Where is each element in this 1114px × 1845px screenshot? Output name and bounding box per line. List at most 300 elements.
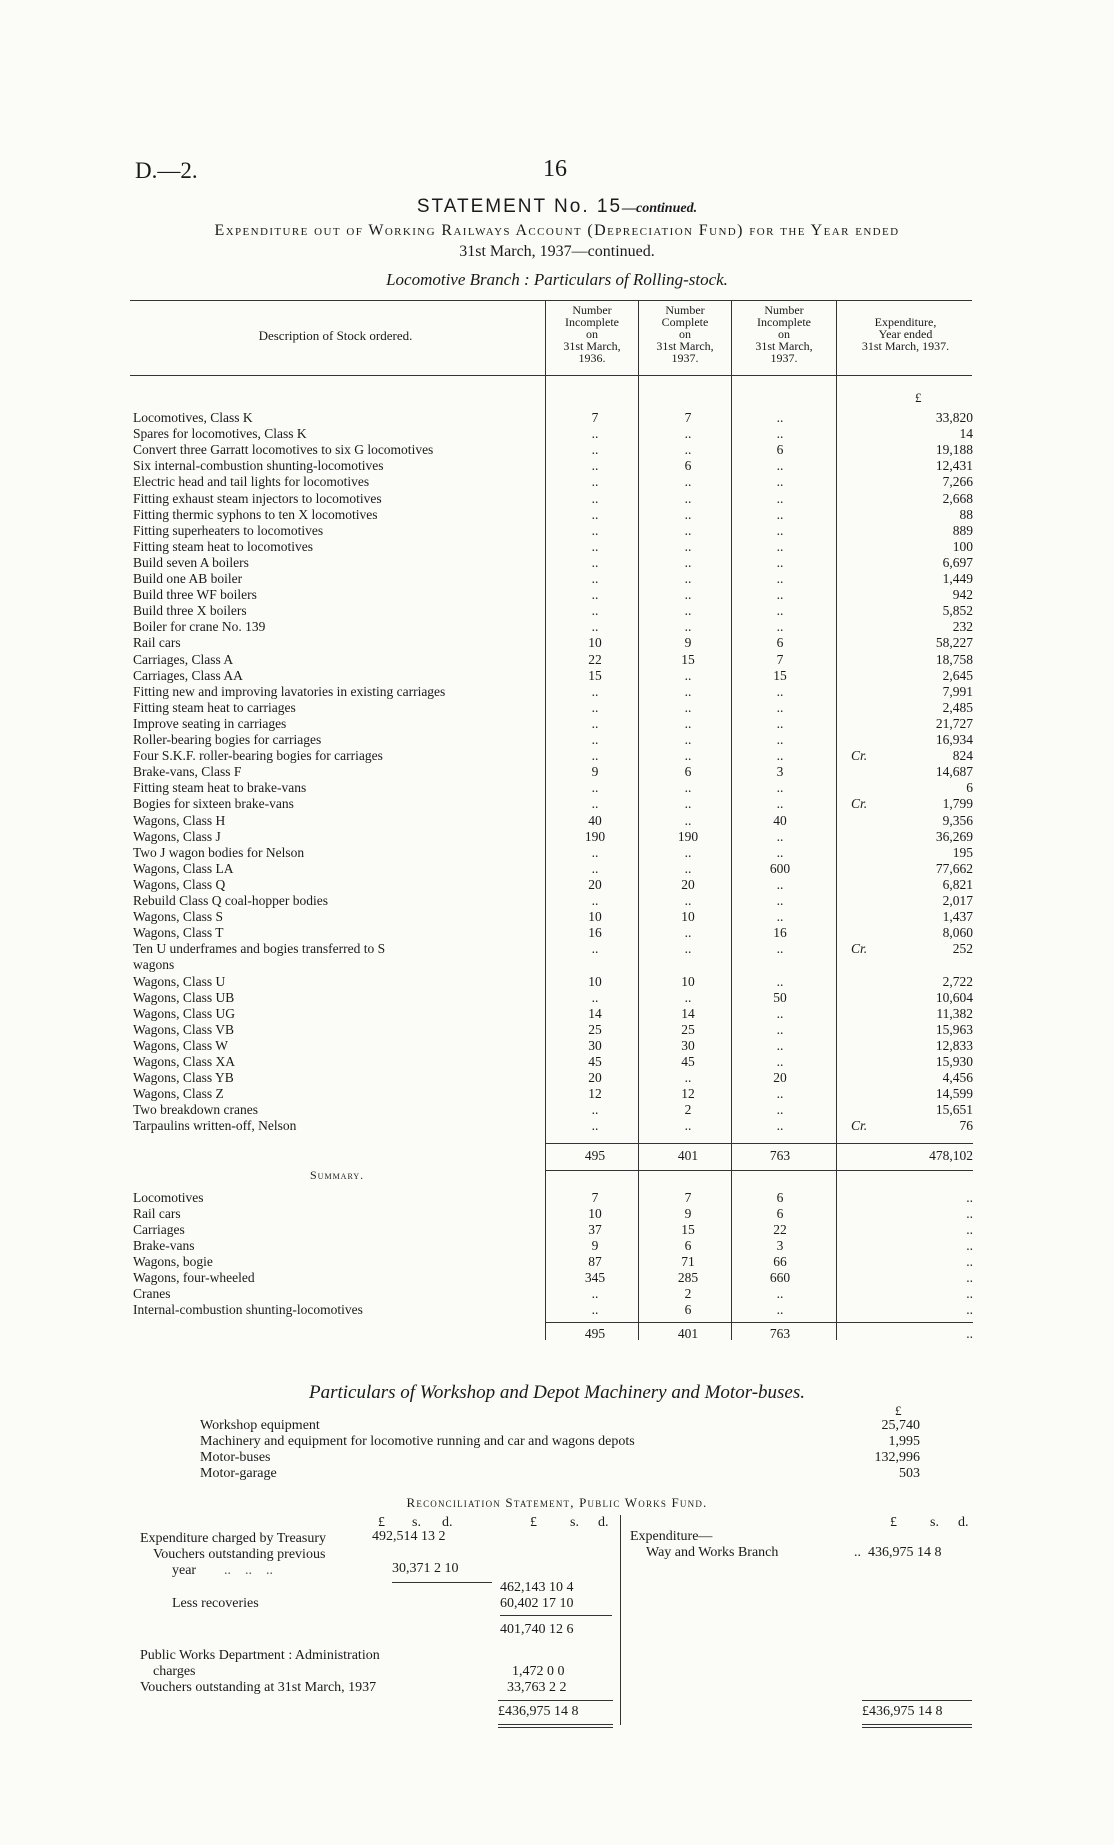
vouchers-1937-amount: 33,763 2 2 <box>507 1680 567 1695</box>
stock-row <box>133 410 973 426</box>
column-header-complete-1937: Number Complete on 31st March, 1937. <box>656 303 714 365</box>
cell-c2: 6 <box>684 458 692 474</box>
cell-c1: .. <box>591 490 599 506</box>
cell-d: Wagons, Class H <box>133 812 226 828</box>
vouchers-previous-amount: 30,371 2 10 <box>392 1561 459 1576</box>
stock-row <box>133 941 973 957</box>
credit-marker: Cr. <box>851 796 868 812</box>
cell-c1: .. <box>591 554 599 570</box>
stock-row <box>133 1054 973 1070</box>
cell-c2: .. <box>684 925 692 941</box>
cell-e: 4,456 <box>942 1070 973 1086</box>
cell-d: Build three WF boilers <box>133 587 257 603</box>
vouchers-previous-label: Vouchers outstanding previous <box>153 1547 326 1562</box>
cell-c2: .. <box>684 522 692 538</box>
cell-c1: .. <box>591 458 599 474</box>
cell-e: 12,833 <box>935 1037 973 1053</box>
rule-1 <box>392 1582 492 1583</box>
cell-c1: .. <box>591 442 599 458</box>
cell-c2: .. <box>684 683 692 699</box>
pwd-amount: 1,472 0 0 <box>512 1664 565 1679</box>
cell-c1: .. <box>591 1286 599 1301</box>
cell-c3: .. <box>776 1118 784 1134</box>
cell-e: 1,799 <box>942 796 973 812</box>
cell-c2: 6 <box>684 764 692 780</box>
cell-c2: .. <box>684 1118 692 1134</box>
cell-c2: 6 <box>684 1238 692 1253</box>
rule-2 <box>500 1615 612 1616</box>
cell-d: Ten U underframes and bogies transferred to S <box>133 941 386 957</box>
cell-c3: 6 <box>776 1206 784 1221</box>
cell-e: 14 <box>959 426 973 442</box>
cell-e: 6 <box>966 780 973 796</box>
cell-e: 824 <box>952 748 973 764</box>
recon-left-shillings: s. <box>412 1515 421 1530</box>
cell-c3: 40 <box>773 812 787 828</box>
subtotal-1: 462,143 10 4 <box>500 1580 574 1595</box>
summary-row <box>133 1206 973 1222</box>
less-recoveries-amount: 60,402 17 10 <box>500 1596 574 1611</box>
cell-e: 58,227 <box>935 635 973 651</box>
cell-e: 1,437 <box>942 909 973 925</box>
cell-c1: .. <box>591 989 599 1005</box>
recon-right-shillings: s. <box>930 1515 939 1530</box>
workshop-value: 503 <box>899 1466 920 1481</box>
cell-d: Roller-bearing bogies for carriages <box>133 732 322 747</box>
stock-row <box>133 813 973 829</box>
rule-3 <box>498 1700 613 1701</box>
cell-e: 2,485 <box>942 699 973 715</box>
cell-d: Wagons, four-wheeled <box>133 1270 255 1285</box>
cell-c2: 7 <box>684 1190 692 1205</box>
recon-left-pound: £ <box>378 1515 385 1530</box>
treasury-label: Expenditure charged by Treasury <box>140 1531 326 1546</box>
cell-c1: 37 <box>588 1222 602 1237</box>
stock-row <box>133 523 973 539</box>
cell-d: Fitting thermic syphons to ten X locomotives <box>133 506 378 522</box>
cell-e: 12,431 <box>935 458 973 474</box>
cell-d: Wagons, Class Z <box>133 1086 224 1102</box>
cell-c3: .. <box>776 506 784 522</box>
cell-c3: .. <box>776 1005 784 1021</box>
cell-c3: 50 <box>773 989 787 1005</box>
cell-c2: .. <box>684 715 692 731</box>
cell-c3: .. <box>776 973 784 989</box>
summary-row <box>133 1270 973 1286</box>
cell-e: 7,991 <box>942 683 973 699</box>
cell-c3: .. <box>776 683 784 699</box>
stock-row <box>133 1038 973 1054</box>
column-header-expenditure: Expenditure, Year ended 31st March, 1937. <box>861 315 950 353</box>
table-subtitle: Locomotive Branch : Particulars of Rolling-stock. <box>386 270 728 289</box>
cell-d: Improve seating in carriages <box>133 715 287 731</box>
cell-d: Spares for locomotives, Class K <box>133 426 307 442</box>
cell-e: 77,662 <box>935 860 973 876</box>
cell-d: Carriages, Class A <box>133 651 234 667</box>
cell-d: Locomotives <box>133 1190 204 1205</box>
stock-row <box>133 990 973 1006</box>
cell-d: Brake-vans <box>133 1238 195 1253</box>
cell-c2: .. <box>684 732 692 747</box>
cell-c1: .. <box>591 860 599 876</box>
cell-d: Wagons, Class UG <box>133 1005 236 1021</box>
cell-e: 2,668 <box>942 490 973 506</box>
cell-c1: 9 <box>591 764 599 780</box>
cell-e: 16,934 <box>935 732 973 747</box>
cell-c2: .. <box>684 506 692 522</box>
cell-c1: 9 <box>591 1238 599 1253</box>
summary-row <box>133 1302 973 1318</box>
cell-c3: .. <box>776 410 784 425</box>
workshop-item: Machinery and equipment for locomotive running and car and wagons depots <box>200 1434 635 1449</box>
statement-label: STATEMENT No. 15—continued. <box>416 196 698 217</box>
cell-c2: .. <box>684 780 692 796</box>
reconciliation-title: Reconciliation Statement, Public Works Fund. <box>406 1495 708 1510</box>
cell-c2: 15 <box>681 1222 695 1237</box>
total-left: £436,975 14 8 <box>498 1704 579 1719</box>
cell-c3: .. <box>776 796 784 812</box>
cell-c1: .. <box>591 780 599 796</box>
workshop-item: Motor-garage <box>200 1466 277 1481</box>
cell-d: Wagons, bogie <box>133 1254 213 1269</box>
dots-1: .. .. .. <box>224 1563 273 1578</box>
cell-c1: 87 <box>588 1254 602 1269</box>
cell-e: 33,820 <box>935 410 973 425</box>
cell-c2: 9 <box>684 635 692 651</box>
cell-c3: .. <box>776 748 784 764</box>
cell-d: Carriages <box>133 1222 185 1237</box>
cell-c1: 345 <box>584 1270 606 1285</box>
stock-row <box>133 796 973 812</box>
cell-e: 2,017 <box>942 893 973 908</box>
cell-c2: .. <box>684 571 692 586</box>
stock-row <box>133 845 973 861</box>
subtotal-2: 401,740 12 6 <box>500 1622 574 1637</box>
less-recoveries-label: Less recoveries <box>172 1596 259 1611</box>
cell-d: Locomotives, Class K <box>133 410 253 425</box>
cell-c1: .. <box>591 619 599 635</box>
cell-c3: .. <box>776 554 784 570</box>
cell-c3: .. <box>776 1102 784 1118</box>
cell-c2: .. <box>684 893 692 908</box>
cell-c2: .. <box>684 442 692 458</box>
cell-d: Cranes <box>133 1286 171 1301</box>
cell-e: .. <box>966 1302 973 1317</box>
cell-e: 889 <box>952 522 973 538</box>
cell-e: 36,269 <box>935 828 973 844</box>
cell-c3: .. <box>776 699 784 715</box>
rule-5 <box>498 1727 613 1728</box>
stock-row <box>133 619 973 635</box>
rule-6 <box>862 1700 972 1701</box>
cell-c1: .. <box>591 506 599 522</box>
cell-c2: 14 <box>681 1005 695 1021</box>
reconciliation-divider <box>620 1515 621 1725</box>
cell-c1: 10 <box>588 1206 602 1221</box>
cell-c3: 6 <box>776 442 784 458</box>
summary-row <box>133 1238 973 1254</box>
cell-d: Carriages, Class AA <box>133 667 243 683</box>
cell-c2: .. <box>684 587 692 603</box>
cell-d: Wagons, Class YB <box>133 1070 234 1086</box>
cell-c3: .. <box>776 619 784 635</box>
cell-d: Tarpaulins written-off, Nelson <box>133 1118 297 1134</box>
cell-c3: .. <box>776 474 784 490</box>
cell-c1: .. <box>591 1302 599 1317</box>
cell-c2: .. <box>684 812 692 828</box>
cell-d: Wagons, Class UB <box>133 989 235 1005</box>
stock-row <box>133 587 973 603</box>
cell-c1: 25 <box>588 1021 602 1037</box>
document-code: D.—2. <box>135 158 198 183</box>
stock-row <box>133 1006 973 1022</box>
cell-c2: 2 <box>684 1102 692 1118</box>
stock-row <box>133 507 973 523</box>
cell-e: 1,449 <box>942 571 973 586</box>
stock-row <box>133 668 973 684</box>
vouchers-previous-year: year <box>172 1563 197 1578</box>
rule-8 <box>862 1727 972 1728</box>
stock-row <box>133 925 973 941</box>
stock-row <box>133 539 973 555</box>
cell-e: .. <box>966 1206 973 1221</box>
cell-e: 19,188 <box>935 442 973 458</box>
cell-c1: .. <box>591 538 599 554</box>
cell-c2: .. <box>684 748 692 764</box>
cell-e: 8,060 <box>942 925 973 941</box>
expenditure-heading: Expenditure— <box>630 1529 713 1544</box>
stock-row <box>133 716 973 732</box>
cell-c2: 285 <box>677 1270 699 1285</box>
cell-c1: 30 <box>588 1037 602 1053</box>
cell-c1: .. <box>591 796 599 812</box>
summary-row <box>133 1254 973 1270</box>
way-works-amount: .. 436,975 14 8 <box>854 1545 942 1560</box>
stock-row <box>133 829 973 845</box>
cell-d: Rail cars <box>133 635 181 651</box>
workshop-currency: £ <box>895 1403 902 1418</box>
cell-c3: .. <box>776 571 784 586</box>
cell-c2: 15 <box>681 651 695 667</box>
cell-c2: .. <box>684 619 692 635</box>
totals-bottom-rule <box>546 1170 973 1171</box>
cell-e: .. <box>966 1270 973 1285</box>
stock-row <box>133 957 973 973</box>
stock-row <box>133 491 973 507</box>
cell-e: 252 <box>952 941 973 957</box>
stock-row <box>133 1070 973 1086</box>
credit-marker: Cr. <box>851 748 868 764</box>
pwd-charges-label: charges <box>153 1664 196 1679</box>
cell-c2: 10 <box>681 909 695 925</box>
cell-c1: 10 <box>588 635 602 651</box>
cell-d: Wagons, Class Q <box>133 876 226 892</box>
stock-row <box>133 603 973 619</box>
cell-c3: 3 <box>776 764 784 780</box>
cell-c2: .. <box>684 796 692 812</box>
cell-c3: 20 <box>773 1070 787 1086</box>
totals-row: 495 401 763 478,102 <box>584 1148 973 1163</box>
cell-c1: .. <box>591 426 599 442</box>
cell-d: wagons <box>133 957 175 973</box>
stock-row <box>133 893 973 909</box>
cell-c1: .. <box>591 893 599 908</box>
cell-c1: .. <box>591 587 599 603</box>
cell-c2: .. <box>684 603 692 619</box>
cell-c1: 16 <box>588 925 602 941</box>
cell-c3: .. <box>776 522 784 538</box>
table-header-rule <box>130 375 972 376</box>
cell-c3: .. <box>776 715 784 731</box>
cell-c1: .. <box>591 683 599 699</box>
cell-c1: 15 <box>588 667 602 683</box>
cell-c3: .. <box>776 876 784 892</box>
cell-e: 10,604 <box>935 989 973 1005</box>
cell-c2: 25 <box>681 1021 695 1037</box>
cell-c3: .. <box>776 603 784 619</box>
stock-row <box>133 877 973 893</box>
cell-c1: .. <box>591 474 599 490</box>
recon-mid-pound: £ <box>530 1515 537 1530</box>
cell-c2: 10 <box>681 973 695 989</box>
stock-row <box>133 1118 973 1134</box>
cell-d: Wagons, Class T <box>133 925 224 941</box>
summary-row <box>133 1222 973 1238</box>
cell-c3: .. <box>776 1021 784 1037</box>
totals-top-rule <box>546 1143 973 1144</box>
cell-c3: .. <box>776 1037 784 1053</box>
cell-e: 2,645 <box>942 667 973 683</box>
cell-c2: 30 <box>681 1037 695 1053</box>
cell-c1: 20 <box>588 1070 602 1086</box>
cell-c3: .. <box>776 538 784 554</box>
cell-c3: .. <box>776 780 784 796</box>
statement-title-line1: Expenditure out of Working Railways Account (Depreciation Fund) for the Year ended <box>214 222 900 239</box>
cell-c3: 6 <box>776 635 784 651</box>
cell-d: Wagons, Class U <box>133 973 226 989</box>
stock-row <box>133 748 973 764</box>
cell-c2: 190 <box>677 828 699 844</box>
summary-totals-row: 495 401 763 .. <box>584 1326 973 1341</box>
cell-c1: .. <box>591 603 599 619</box>
stock-row <box>133 442 973 458</box>
stock-row <box>133 1086 973 1102</box>
workshop-value: 25,740 <box>881 1418 920 1433</box>
cell-c1: .. <box>591 1102 599 1118</box>
cell-d: Fitting steam heat to brake-vans <box>133 780 307 796</box>
cell-e: 15,651 <box>935 1102 973 1118</box>
cell-c1: .. <box>591 732 599 747</box>
cell-d: Six internal-combustion shunting-locomotives <box>133 458 384 474</box>
cell-c3: 660 <box>769 1270 791 1285</box>
cell-c3: 3 <box>776 1238 784 1253</box>
table-top-rule <box>130 300 972 301</box>
stock-row <box>133 555 973 571</box>
cell-c2: .. <box>684 667 692 683</box>
cell-e: .. <box>966 1222 973 1237</box>
stock-row <box>133 974 973 990</box>
workshop-row <box>200 1418 920 1434</box>
cell-d: Boiler for crane No. 139 <box>133 619 266 635</box>
cell-d: Fitting superheaters to locomotives <box>133 522 324 538</box>
cell-e: 6,697 <box>942 554 973 570</box>
cell-c2: 9 <box>684 1206 692 1221</box>
recon-mid-shillings: s. <box>570 1515 579 1530</box>
stock-row <box>133 1102 973 1118</box>
stock-row <box>133 571 973 587</box>
cell-c3: .. <box>776 732 784 747</box>
cell-d: Bogies for sixteen brake-vans <box>133 796 294 812</box>
cell-c2: .. <box>684 941 692 957</box>
cell-d: Internal-combustion shunting-locomotives <box>133 1302 363 1317</box>
workshop-row <box>200 1450 920 1466</box>
cell-c1: 22 <box>588 651 602 667</box>
total-right: £436,975 14 8 <box>862 1704 943 1719</box>
cell-c3: .. <box>776 1054 784 1069</box>
stock-row <box>133 474 973 490</box>
cell-d: Two breakdown cranes <box>133 1102 259 1118</box>
cell-c3: 7 <box>776 651 784 667</box>
recon-right-pence: d. <box>958 1515 969 1530</box>
cell-c3: 600 <box>769 860 791 876</box>
cell-d: Fitting steam heat to locomotives <box>133 538 313 554</box>
cell-c2: .. <box>684 1070 692 1086</box>
cell-d: Convert three Garratt locomotives to six G locomotives <box>133 442 434 458</box>
cell-c3: 22 <box>773 1222 787 1237</box>
recon-right-pound: £ <box>890 1515 897 1530</box>
cell-c1: .. <box>591 844 599 860</box>
way-works-label: Way and Works Branch <box>646 1545 779 1560</box>
credit-marker: Cr. <box>851 941 868 957</box>
cell-d: Wagons, Class W <box>133 1037 229 1053</box>
page-number: 16 <box>543 156 567 182</box>
cell-c1: .. <box>591 748 599 764</box>
cell-e: .. <box>966 1254 973 1269</box>
cell-c2: .. <box>684 474 692 490</box>
recon-left-pence: d. <box>442 1515 453 1530</box>
cell-e: 9,356 <box>942 812 973 828</box>
cell-c2: 7 <box>684 410 692 425</box>
cell-e: 15,963 <box>935 1021 973 1037</box>
cell-c3: 16 <box>773 925 787 941</box>
summary-row <box>133 1190 973 1206</box>
cell-c3: .. <box>776 828 784 844</box>
summary-row <box>133 1286 973 1302</box>
cell-d: Fitting steam heat to carriages <box>133 699 296 715</box>
cell-d: Fitting exhaust steam injectors to locomotives <box>133 490 382 506</box>
cell-e: 15,930 <box>935 1054 973 1069</box>
cell-e: 195 <box>952 844 973 860</box>
cell-d: Wagons, Class S <box>133 909 224 925</box>
stock-row <box>133 780 973 796</box>
cell-c3: .. <box>776 844 784 860</box>
cell-c2: .. <box>684 699 692 715</box>
workshop-item: Motor-buses <box>200 1450 271 1465</box>
statement-title-line2: 31st March, 1937—continued. <box>459 243 655 260</box>
cell-e: .. <box>966 1190 973 1205</box>
cell-d: Rail cars <box>133 1206 181 1221</box>
cell-c3: 66 <box>773 1254 787 1269</box>
cell-d: Wagons, Class LA <box>133 860 234 876</box>
cell-c1: 190 <box>584 828 606 844</box>
cell-c1: 14 <box>588 1005 602 1021</box>
stock-row <box>133 700 973 716</box>
cell-c2: 2 <box>684 1286 692 1301</box>
cell-d: Four S.K.F. roller-bearing bogies for carriages <box>133 748 383 764</box>
cell-d: Build three X boilers <box>133 603 247 619</box>
cell-d: Build seven A boilers <box>133 554 249 570</box>
stock-row <box>133 909 973 925</box>
